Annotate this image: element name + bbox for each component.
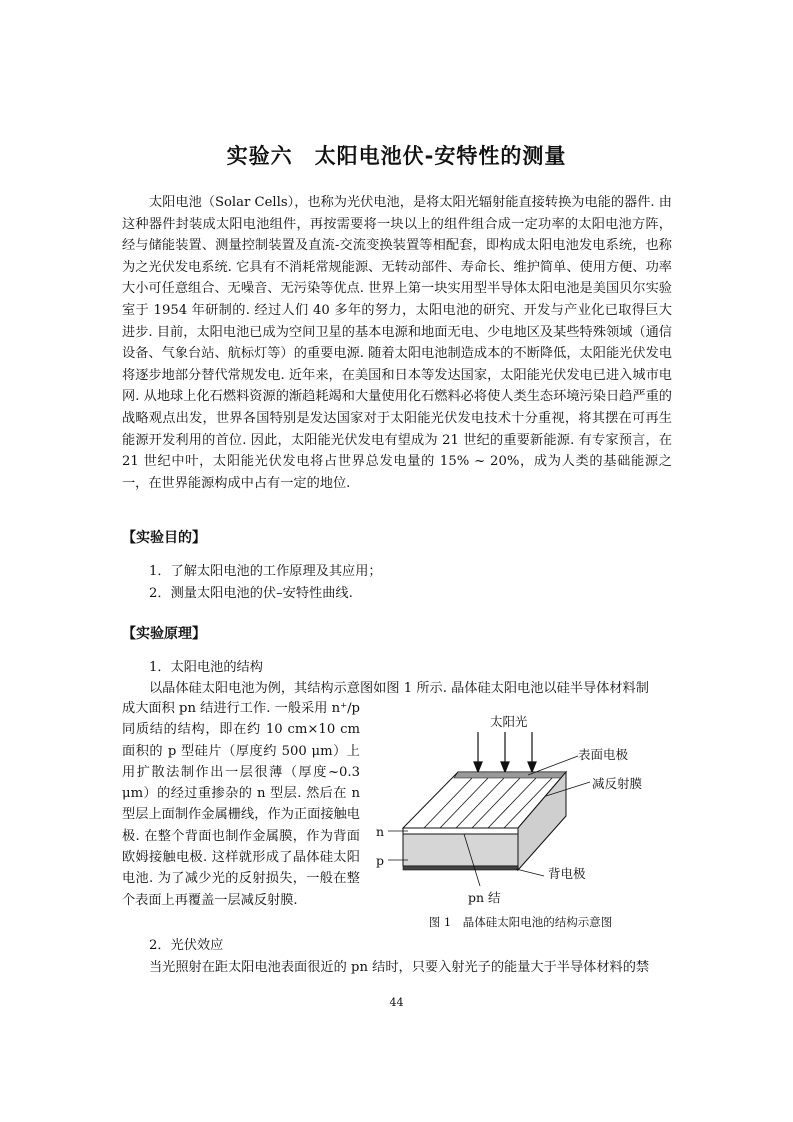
p-layer: [403, 834, 518, 866]
label-anti-reflection: 减反射膜: [592, 776, 643, 791]
n-layer: [403, 828, 518, 834]
page-title: 实验六 太阳电池伏-安特性的测量: [226, 144, 567, 168]
label-pn-junction: pn 结: [468, 890, 501, 905]
front-electrode: [454, 772, 566, 778]
solar-cell-diagram: [368, 700, 673, 910]
purpose-heading: 【实验目的】: [122, 530, 206, 546]
principle-structure-text: 成大面积 pn 结进行工作. 一般采用 n⁺/p 同质结的结构，即在约 10 cm×10 cm面积的 p 型硅片（厚度约 500 μm）上用扩散法制作出一层很薄（厚度~0.3 μm）的经过重掺杂的 n 型层. 然后在 n 型层上面制作金属栅线，作为正面接触电极. 在整个背面也制作金属膜，作为背面欧姆接触电极. 这样就形成了晶体硅太阳电池. 为了减少光的反射损失，一般在整个表面上再覆盖一层减反射膜.: [122, 701, 360, 908]
principle-line-2: 当光照射在距太阳电池表面很近的 pn 结时，只要入射光子的能量大于半导体材料的禁: [149, 960, 650, 975]
principle-line-1: 以晶体硅太阳电池为例，其结构示意图如图 1 所示. 晶体硅太阳电池以硅半导体材料制: [149, 681, 649, 696]
label-sunlight: 太阳光: [490, 714, 528, 729]
purpose-item-2: 2．测量太阳电池的伏–安特性曲线.: [149, 586, 353, 601]
label-p: p: [376, 853, 385, 868]
label-front-electrode: 表面电极: [578, 747, 629, 762]
back-electrode: [403, 866, 518, 870]
label-n: n: [376, 824, 385, 839]
principle-subheading-photovoltaic: 2．光伏效应: [149, 938, 224, 953]
principle-subheading-structure: 1．太阳电池的结构: [149, 660, 263, 675]
sunlight-arrows: [474, 732, 536, 772]
leader-back-electrode: [516, 869, 544, 876]
solar-cell-structure-figure: [368, 700, 673, 940]
label-back-electrode: 背电极: [548, 866, 586, 881]
purpose-item-1: 1．了解太阳电池的工作原理及其应用；: [149, 564, 382, 579]
page-number: 44: [389, 996, 404, 1009]
intro-paragraph: 太阳电池（Solar Cells），也称为光伏电池，是将太阳光辐射能直接转换为电能的器件. 由这种器件封装成太阳电池组件，再按需要将一块以上的组件组合成一定功率的太阳电池方阵，经与储能装置、测量控制装置及直流-交流变换装置等相配套，即构成太阳电池发电系统，也称为之光伏发电系统. 它具有不消耗常规能源、无转动部件、寿命长、维护简单、使用方便、功率大小可任意组合、无噪音、无污染等优点. 世界上第一块实用型半导体太阳电池是美国贝尔实验室于 1954 年研制的. 经过人们 40 多年的努力，太阳电池的研究、开发与产业化已取得巨大进步. 目前，太阳电池已成为空间卫星的基本电源和地面无电、少电地区及某些特殊领域（通信设备、气象台站、航标灯等）的重要电源. 随着太阳电池制造成本的不断降低，太阳能光伏发电将逐步地部分替代常规发电. 近年来，在美国和日本等发达国家，太阳能光伏发电已进入城市电网. 从地球上化石燃料资源的渐趋耗竭和大量使用化石燃料必将使人类生态环境污染日趋严重的战略观点出发，世界各国特别是发达国家对于太阳能光伏发电技术十分重视，将其摆在可再生能源开发利用的首位. 因此，太阳能光伏发电有望成为 21 世纪的重要新能源. 有专家预言，在 21 世纪中叶，太阳能光伏发电将占世界总发电量的 15% ~ 20%，成为人类的基础能源之一，在世界能源构成中占有一定的地位.: [122, 195, 672, 491]
principle-heading: 【实验原理】: [122, 626, 206, 642]
figure-caption: 图 1 晶体硅太阳电池的结构示意图: [428, 915, 613, 929]
